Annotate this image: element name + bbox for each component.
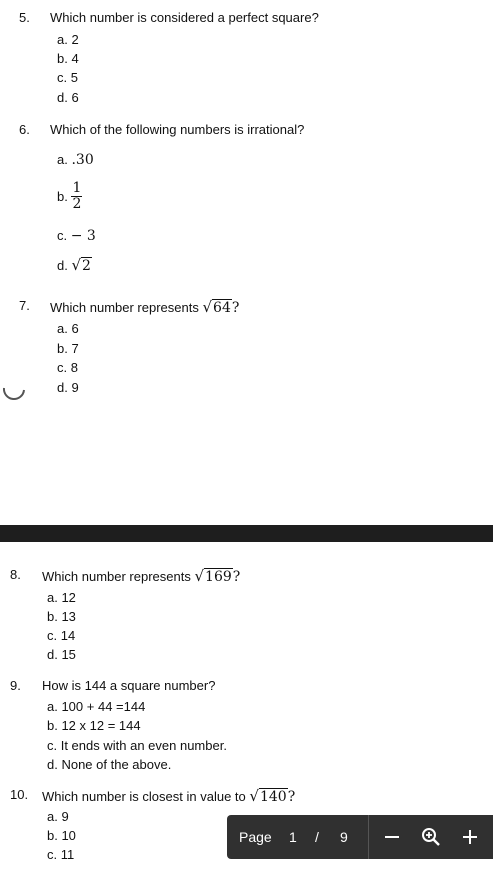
square-root: [194, 567, 232, 585]
square-root: [249, 787, 287, 805]
question-number: 8.: [10, 567, 21, 582]
loading-spinner-icon: [2, 380, 26, 402]
radical-sign: √: [194, 567, 205, 585]
question-number: 9.: [10, 678, 21, 693]
option-b: b. 12 x 12 = 144: [47, 718, 141, 733]
fraction-numerator: 1: [72, 180, 82, 196]
option-b: b. 13: [47, 609, 76, 624]
option-c: c. It ends with an even number.: [47, 738, 227, 753]
option-value: − 3: [70, 228, 96, 244]
question-text: Which number is considered a perfect square?: [50, 10, 319, 25]
question-10: [10, 787, 480, 807]
radical-sign: √: [71, 256, 82, 274]
square-root: [71, 256, 91, 274]
question-suffix: ?: [232, 569, 241, 585]
option-a: a. 12: [47, 590, 76, 605]
plus-icon: [461, 828, 479, 846]
option-label: c.: [57, 228, 68, 243]
fraction-denominator: 2: [72, 196, 82, 212]
zoom-out-button[interactable]: [378, 823, 406, 851]
radicand: 2: [82, 258, 91, 274]
page-label: Page: [239, 829, 272, 845]
question-number: 7.: [19, 298, 30, 313]
question-5: [19, 10, 479, 110]
question-suffix: ?: [231, 300, 240, 316]
option-d: [57, 256, 92, 274]
question-text: Which number represents: [50, 300, 199, 315]
question-number: 10.: [10, 787, 29, 802]
option-b: b. 4: [57, 51, 79, 66]
page-separator: [0, 525, 493, 542]
question-8: [10, 567, 480, 587]
question-text-group: [42, 787, 295, 805]
question-9: [10, 678, 480, 698]
option-label: b.: [57, 189, 68, 204]
question-text-group: [50, 298, 239, 316]
question-text: How is 144 a square number?: [42, 678, 216, 693]
option-label: a.: [57, 152, 68, 167]
radicand: 140: [259, 789, 287, 805]
radicand: 169: [205, 569, 232, 585]
option-c: c. 5: [57, 70, 78, 85]
question-suffix: ?: [287, 789, 296, 805]
option-c: [57, 228, 96, 244]
option-c: c. 11: [47, 847, 75, 862]
question-number: 6.: [19, 122, 30, 137]
option-a: a. 6: [57, 321, 79, 336]
option-c: c. 8: [57, 360, 78, 375]
zoom-in-icon: [421, 827, 441, 847]
option-d: d. 15: [47, 647, 76, 662]
fraction: [71, 181, 82, 212]
question-text: Which number represents: [42, 569, 191, 584]
total-pages: 9: [340, 829, 348, 845]
square-root: [202, 298, 231, 316]
radicand: 64: [213, 300, 231, 316]
option-b: [57, 181, 82, 212]
option-d: d. 9: [57, 380, 79, 395]
question-text-group: [42, 567, 240, 585]
toolbar-divider: [368, 815, 369, 859]
radical-sign: √: [249, 787, 259, 805]
option-d: d. None of the above.: [47, 757, 172, 772]
option-label: d.: [57, 258, 68, 273]
question-text: Which number is closest in value to: [42, 789, 246, 804]
zoom-in-button[interactable]: [456, 823, 484, 851]
option-a: a. 2: [57, 32, 79, 47]
option-d: d. 6: [57, 90, 79, 105]
radical-sign: √: [202, 298, 213, 316]
option-a: a. 100 + 44 =144: [47, 699, 146, 714]
current-page-input[interactable]: 1: [289, 829, 297, 845]
question-text: Which of the following numbers is irrational?: [50, 122, 305, 137]
question-7: [19, 298, 479, 318]
question-number: 5.: [19, 10, 30, 25]
question-6: [19, 122, 479, 142]
page-separator-slash: /: [315, 829, 319, 845]
pdf-viewer-toolbar: [227, 815, 493, 859]
minus-icon: [383, 828, 401, 846]
option-b: b. 10: [47, 828, 76, 843]
zoom-fit-button[interactable]: [417, 823, 445, 851]
option-value: .30: [71, 152, 94, 168]
option-c: c. 14: [47, 628, 76, 643]
option-a: a. 9: [47, 809, 69, 824]
option-a: [57, 152, 94, 168]
option-b: b. 7: [57, 341, 79, 356]
